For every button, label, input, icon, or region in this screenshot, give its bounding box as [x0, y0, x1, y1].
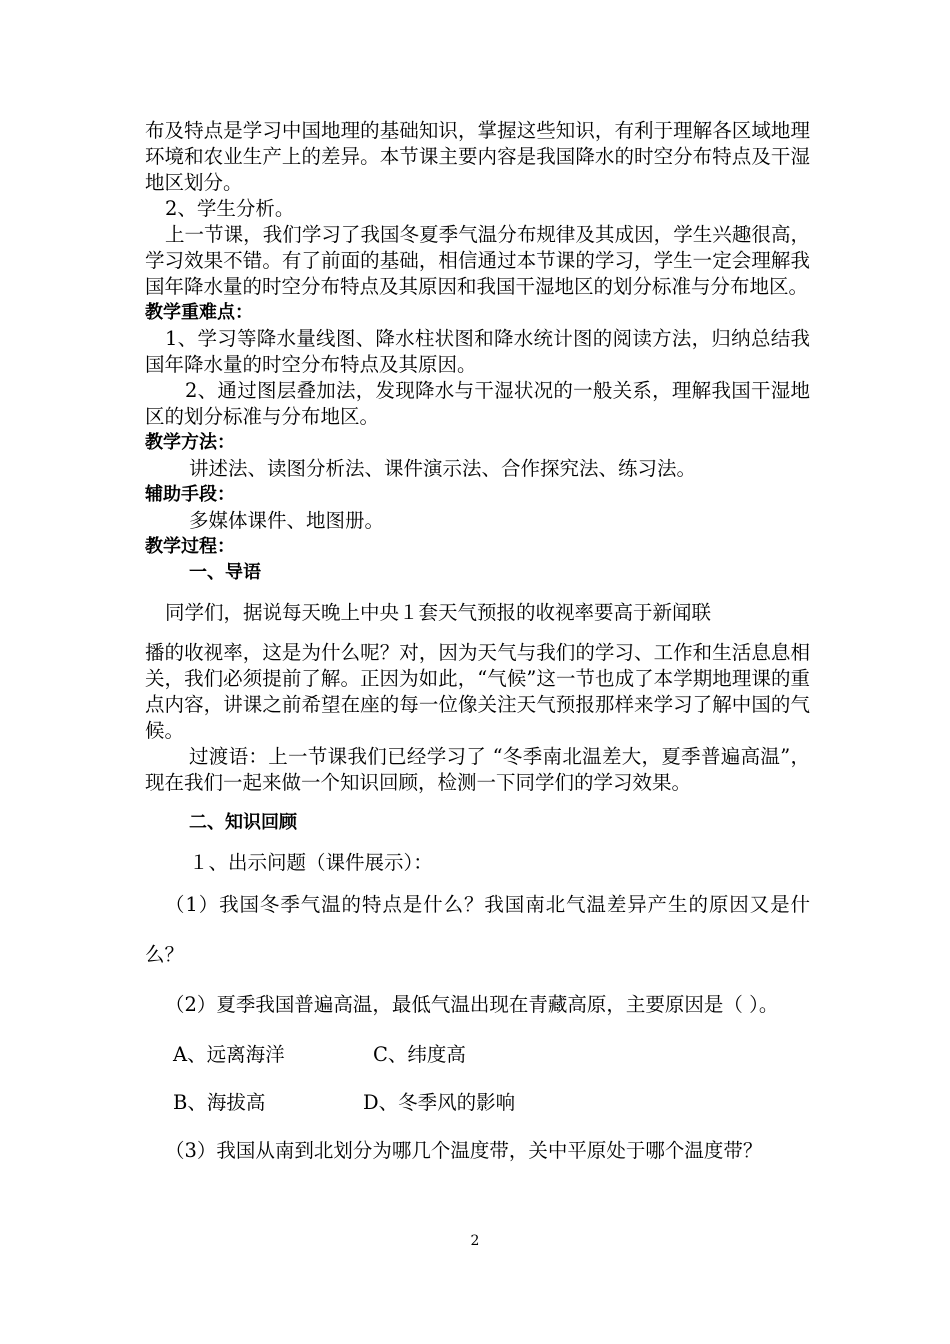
student-analysis-heading: 2、学生分析。	[165, 197, 295, 220]
options-row-1	[145, 1042, 810, 1068]
question-2: （2）夏季我国普遍高温，最低气温出现在青藏高原，主要原因是（ ）。	[165, 993, 779, 1016]
methods-heading: 教学方法：	[145, 432, 235, 453]
question-1: （1）我国冬季气温的特点是什么？我国南北气温差异产生的原因又是什么？	[145, 893, 810, 966]
process-heading: 教学过程：	[145, 536, 235, 557]
intro-speech-line-1: 同学们，据说每天晚上中央１套天气预报的收视率要高于新闻联	[165, 601, 712, 624]
student-analysis-paragraph: 上一节课，我们学习了我国冬夏季气温分布规律及其成因，学生兴趣很高，学习效果不错。有了前面的基础，相信通过本节课的学习，学生一定会理解我国年降水量的时空分布特点及其原因和我国干湿地区的划分标准与分布地区。	[145, 223, 810, 298]
page-number: 2	[470, 1233, 480, 1249]
question-3: （3）我国从南到北划分为哪几个温度带，关中平原处于哪个温度带？	[165, 1139, 763, 1162]
methods-text: 讲述法、读图分析法、课件演示法、合作探究法、练习法。	[189, 457, 697, 480]
key-points-heading: 教学重难点：	[145, 302, 253, 323]
key-point-1: 1、学习等降水量线图、降水柱状图和降水统计图的阅读方法，归纳总结我国年降水量的时空分布特点及其原因。	[145, 327, 810, 376]
section-2-title: 二、知识回顾	[189, 812, 297, 833]
intro-speech-rest: 播的收视率，这是为什么呢？对，因为天气与我们的学习、工作和生活息息相关，我们必须提前了解。正因为如此，“气候”这一节也成了本学期地理课的重点内容，讲课之前希望在座的每一位像关注天气预报那样来学习了解中国的气候。	[145, 641, 810, 742]
aids-heading: 辅助手段：	[145, 484, 235, 505]
question-intro: １、出示问题（课件展示）：	[189, 851, 433, 874]
aids-text: 多媒体课件、地图册。	[189, 509, 385, 532]
option-d: D、冬季风的影响	[363, 1091, 516, 1114]
options-row-2	[145, 1090, 810, 1116]
document-body	[145, 118, 810, 1176]
section-1-title: 一、导语	[189, 562, 261, 583]
intro-paragraph-1: 布及特点是学习中国地理的基础知识，掌握这些知识，有利于理解各区域地理环境和农业生产上的差异。本节课主要内容是我国降水的时空分布特点及干湿地区划分。	[145, 119, 810, 194]
key-point-2: 2、通过图层叠加法，发现降水与干湿状况的一般关系，理解我国干湿地区的划分标准与分布地区。	[145, 379, 810, 428]
transition-paragraph: 过渡语：上一节课我们已经学习了 “冬季南北温差大，夏季普遍高温”，现在我们一起来做一个知识回顾，检测一下同学们的学习效果。	[145, 745, 810, 794]
option-a: A、远离海洋	[173, 1043, 285, 1066]
option-b: B、海拔高	[173, 1091, 266, 1114]
option-c: C、纬度高	[373, 1043, 466, 1066]
